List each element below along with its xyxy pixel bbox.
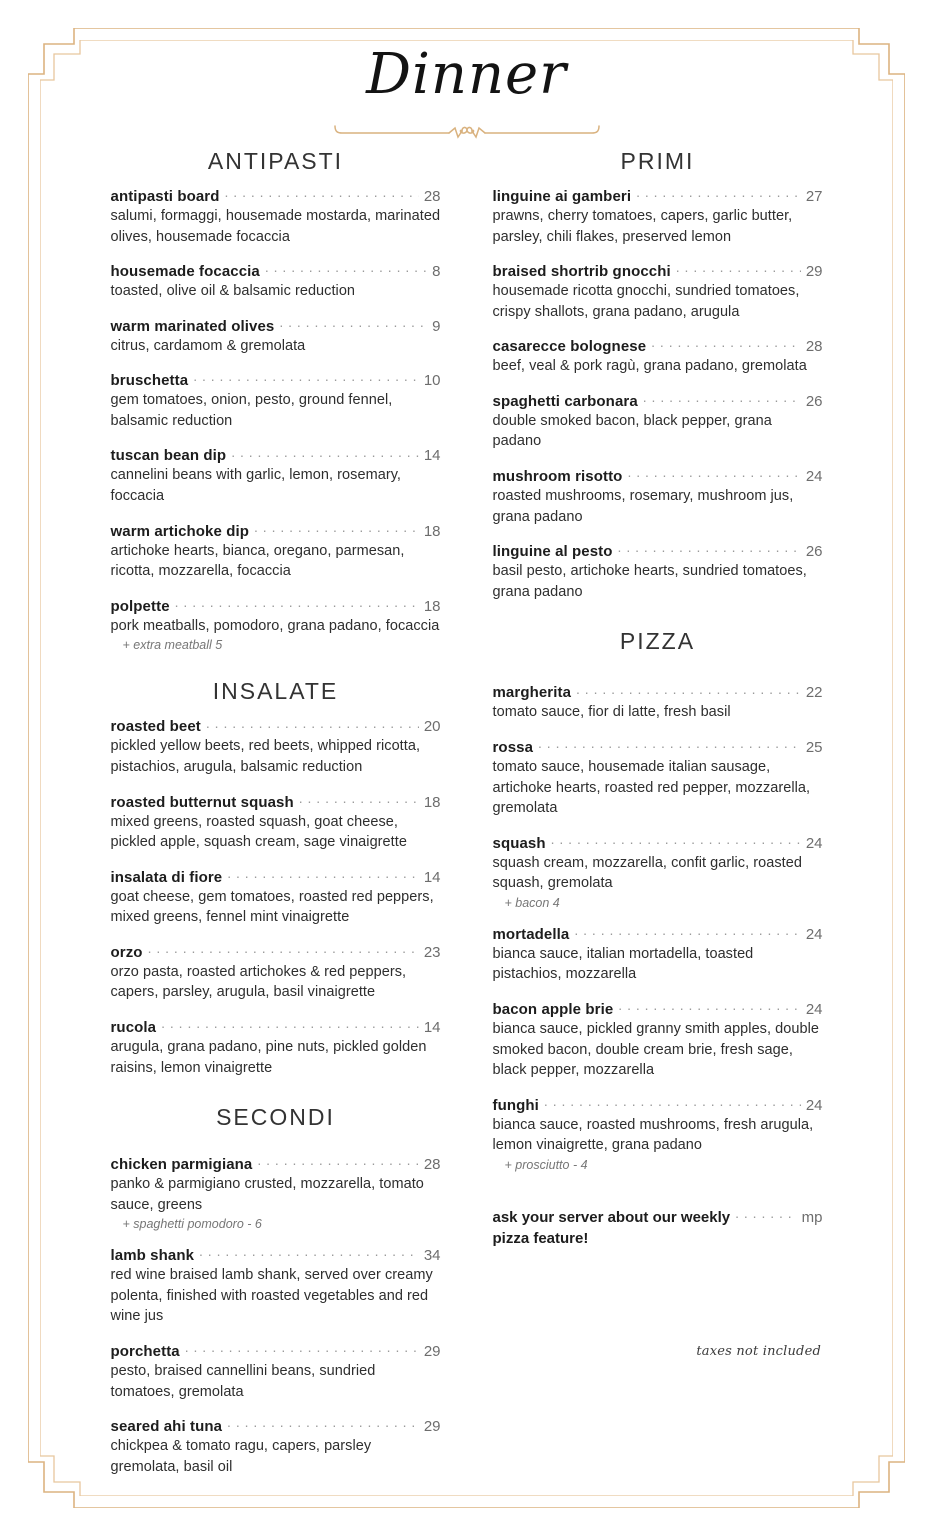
menu-item-head: [111, 520, 441, 540]
menu-item-name: mushroom risotto: [492, 468, 623, 486]
menu-item-description: citrus, cardamom & gremolata: [110, 337, 306, 354]
dot-leader: [618, 998, 801, 1014]
menu-item-price: 26: [805, 543, 823, 561]
menu-item-head: [111, 866, 441, 886]
menu-item-head: [111, 1415, 441, 1435]
weekly-feature-price: mp: [801, 1208, 823, 1226]
menu-item-head: [111, 941, 441, 961]
menu-item-price: 14: [423, 447, 441, 465]
menu-item-price: 18: [423, 522, 441, 540]
menu-item-price: 28: [423, 188, 441, 205]
dot-leader: [161, 1016, 419, 1032]
menu-item[interactable]: [111, 185, 441, 247]
menu-item-description: prawns, cherry tomatoes, capers, garlic butter, parsley, chili flakes, preserved lemon: [492, 208, 793, 245]
menu-item-head: [493, 465, 823, 485]
dot-leader: [254, 520, 419, 536]
menu-column-right: [493, 148, 823, 1490]
menu-item-head: [111, 715, 441, 735]
menu-item[interactable]: [493, 832, 823, 910]
menu-item-price: 28: [423, 1156, 441, 1174]
menu-item-price: 14: [423, 1018, 441, 1036]
menu-item-name: funghi: [492, 1096, 539, 1114]
dot-leader: [574, 923, 800, 939]
menu-item-price: 24: [805, 925, 823, 943]
menu-item-description: double smoked bacon, black pepper, grana padano: [492, 412, 772, 450]
menu-item-description: toasted, olive oil & balsamic reduction: [110, 283, 356, 300]
menu-item-head: [111, 315, 441, 335]
menu-item-price: 10: [423, 372, 441, 390]
menu-item[interactable]: [493, 335, 823, 377]
menu-item[interactable]: [111, 1244, 441, 1327]
menu-item[interactable]: [493, 465, 823, 527]
menu-column-left: [111, 148, 441, 1490]
menu-item-description: chickpea & tomato ragu, capers, parsley gremolata, basil oil: [110, 1438, 372, 1475]
menu-item[interactable]: [111, 941, 441, 1003]
menu-item[interactable]: [111, 520, 441, 582]
dot-leader: [618, 540, 801, 556]
menu-item-price: 24: [805, 1000, 823, 1018]
menu-item-description: pork meatballs, pomodoro, grana padano, focaccia: [110, 617, 440, 634]
menu-item[interactable]: [493, 540, 823, 602]
menu-item-price: 14: [423, 868, 441, 886]
menu-item[interactable]: [111, 1016, 441, 1078]
menu-item-description: gem tomatoes, onion, pesto, ground fennel, balsamic reduction: [110, 392, 393, 429]
menu-item-head: [493, 185, 823, 205]
menu-item-name: braised shortrib gnocchi: [492, 263, 671, 281]
menu-item[interactable]: [493, 185, 823, 247]
menu-item-description: bianca sauce, italian mortadella, toasted pistachios, mozzarella: [492, 945, 754, 983]
dot-leader: [627, 465, 800, 481]
menu-item[interactable]: [111, 260, 441, 302]
taxes-note: taxes not included: [696, 1344, 821, 1359]
menu-item-price: 29: [423, 1343, 441, 1361]
menu-item-head: [493, 998, 823, 1018]
menu-item-price: 29: [423, 1418, 441, 1436]
menu-item-description: bianca sauce, pickled granny smith apples, double smoked bacon, double cream brie, fresh sage, black pepper, mozzarella: [492, 1020, 819, 1079]
menu-item-price: 9: [432, 317, 441, 335]
section-insalate: [111, 678, 441, 1078]
menu-item[interactable]: [111, 444, 441, 506]
dot-leader: [225, 185, 419, 201]
menu-item-head: [111, 595, 441, 615]
menu-item-description: goat cheese, gem tomatoes, roasted red peppers, mixed greens, fennel mint vinaigrette: [110, 888, 434, 926]
menu-item-name: chicken parmigiana: [110, 1156, 253, 1174]
dot-leader: [206, 715, 419, 731]
dot-leader: [299, 791, 419, 807]
section-title-antipasti: ANTIPASTI: [207, 148, 344, 174]
dot-leader: [676, 260, 801, 276]
menu-item-name: bruschetta: [110, 372, 189, 390]
menu-item-head: [111, 1016, 441, 1036]
page-title: Dinner: [366, 42, 567, 107]
menu-item-head: [111, 1340, 441, 1360]
menu-item-price: 8: [432, 263, 441, 281]
flourish-divider-icon: [331, 120, 603, 144]
menu-item-name: bacon apple brie: [492, 1000, 614, 1018]
dot-leader: [279, 315, 427, 331]
menu-item-name: seared ahi tuna: [110, 1418, 223, 1436]
menu-item-head: [111, 1153, 441, 1173]
ornament-divider: [0, 119, 933, 145]
menu-header: [0, 42, 933, 145]
menu-item-head: [493, 681, 823, 701]
dot-leader: [265, 260, 427, 276]
dot-leader: [231, 444, 419, 460]
menu-item-head: [493, 923, 823, 943]
menu-item-head: [111, 444, 441, 464]
menu-item[interactable]: [111, 1340, 441, 1402]
menu-item-name: antipasti board: [110, 188, 220, 205]
menu-item-description: squash cream, mozzarella, confit garlic, roasted squash, gremolata: [492, 854, 802, 892]
dot-leader: [651, 335, 801, 351]
menu-item-name: polpette: [110, 597, 170, 615]
menu-item-description: arugula, grana padano, pine nuts, pickled golden raisins, lemon vinaigrette: [110, 1038, 427, 1076]
menu-item-description: pesto, braised cannellini beans, sundried tomatoes, gremolata: [110, 1363, 376, 1400]
menu-item[interactable]: [493, 736, 823, 819]
menu-item-description: beef, veal & pork ragù, grana padano, gremolata: [492, 358, 807, 375]
menu-item[interactable]: [493, 260, 823, 322]
menu-item-description: artichoke hearts, bianca, oregano, parmesan, ricotta, mozzarella, focaccia: [110, 542, 405, 580]
menu-item[interactable]: [111, 315, 441, 357]
dot-leader: [735, 1206, 797, 1222]
menu-item-name: spaghetti carbonara: [492, 392, 638, 410]
menu-item-description: pickled yellow beets, red beets, whipped ricotta, pistachios, arugula, balsamic reduction: [110, 738, 421, 775]
menu-item-description: red wine braised lamb shank, served over creamy polenta, finished with roasted vegetables and red wine jus: [110, 1267, 433, 1325]
menu-item-name: linguine ai gamberi: [492, 188, 632, 205]
section-title-secondi: SECONDI: [216, 1104, 335, 1131]
menu-item-description: panko & parmigiano crusted, mozzarella, tomato sauce, greens: [110, 1176, 424, 1213]
section-title-insalate: INSALATE: [212, 678, 339, 705]
weekly-pizza-feature[interactable]: [493, 1206, 823, 1249]
dot-leader: [538, 736, 801, 752]
menu-item-name: porchetta: [110, 1343, 180, 1361]
section-antipasti: [111, 148, 441, 652]
menu-item-price: 18: [423, 793, 441, 811]
menu-item[interactable]: [111, 595, 441, 653]
menu-item-description: tomato sauce, housemade italian sausage, artichoke hearts, roasted red pepper, mozzarella, gremolata: [492, 758, 811, 817]
menu-item-head: [111, 1244, 441, 1264]
menu-item-description: roasted mushrooms, rosemary, mushroom jus, grana padano: [492, 488, 794, 525]
dot-leader: [193, 369, 419, 385]
menu-item[interactable]: [493, 390, 823, 452]
menu-item-name: mortadella: [492, 925, 570, 943]
menu-item-price: 25: [805, 738, 823, 756]
menu-item-head: [493, 1094, 823, 1114]
menu-item-head: [111, 369, 441, 389]
menu-item-name: tuscan bean dip: [110, 447, 227, 465]
menu-item-name: roasted butternut squash: [110, 793, 294, 811]
menu-item[interactable]: [493, 1094, 823, 1172]
menu-item-price: 34: [423, 1247, 441, 1265]
menu-item-name: lamb shank: [110, 1247, 195, 1265]
dot-leader: [199, 1244, 419, 1260]
weekly-feature-line-1: [493, 1206, 823, 1229]
menu-item-head: [493, 540, 823, 560]
weekly-feature-text: ask your server about our weekly: [492, 1208, 731, 1226]
dot-leader: [544, 1094, 801, 1110]
menu-item-price: 20: [423, 718, 441, 736]
section-title-primi: PRIMI: [620, 148, 695, 174]
menu-item[interactable]: [111, 791, 441, 853]
dot-leader: [227, 1415, 419, 1431]
menu-item-addon: + bacon 4: [504, 895, 560, 910]
section-pizza: [493, 628, 823, 1172]
menu-item[interactable]: [493, 998, 823, 1081]
menu-item[interactable]: [111, 866, 441, 928]
menu-item-addon: + prosciutto - 4: [504, 1157, 588, 1172]
menu-item[interactable]: [111, 1153, 441, 1231]
menu-item-name: casarecce bolognese: [492, 338, 647, 356]
menu-item-description: housemade ricotta gnocchi, sundried tomatoes, crispy shallots, grana padano, arugula: [492, 283, 800, 320]
menu-item-name: warm artichoke dip: [110, 522, 250, 540]
menu-item-head: [111, 791, 441, 811]
dot-leader: [227, 866, 419, 882]
menu-item-head: [493, 832, 823, 852]
menu-item-price: 26: [805, 392, 823, 410]
menu-item-description: bianca sauce, roasted mushrooms, fresh arugula, lemon vinaigrette, grana padano: [492, 1116, 814, 1154]
dot-leader: [175, 595, 419, 611]
menu-item-price: 29: [805, 263, 823, 281]
menu-columns: [0, 148, 933, 1490]
menu-item[interactable]: [111, 715, 441, 777]
menu-item-price: 23: [423, 943, 441, 961]
menu-item-price: 18: [423, 597, 441, 615]
menu-item-price: 24: [805, 468, 823, 486]
menu-item-head: [493, 390, 823, 410]
menu-item-head: [493, 260, 823, 280]
menu-item-price: 22: [805, 684, 823, 702]
menu-item-name: warm marinated olives: [110, 317, 275, 335]
dot-leader: [576, 681, 801, 697]
dot-leader: [257, 1153, 418, 1169]
dot-leader: [636, 185, 801, 201]
menu-item[interactable]: [493, 923, 823, 985]
dot-leader: [148, 941, 419, 957]
menu-item[interactable]: [493, 681, 823, 723]
menu-item-price: 28: [805, 338, 823, 356]
dot-leader: [185, 1340, 419, 1356]
menu-item-name: linguine al pesto: [492, 543, 613, 561]
menu-item-name: rossa: [492, 738, 534, 756]
menu-item-description: basil pesto, artichoke hearts, sundried tomatoes, grana padano: [492, 563, 807, 600]
section-title-pizza: PIZZA: [619, 628, 696, 655]
menu-item-addon: + spaghetti pomodoro - 6: [122, 1217, 262, 1232]
menu-item-description: tomato sauce, fior di latte, fresh basil: [492, 704, 731, 721]
menu-item-head: [493, 335, 823, 355]
weekly-feature-line-2: pizza feature!: [492, 1229, 589, 1247]
menu-item-description: cannelini beans with garlic, lemon, rosemary, foccacia: [110, 467, 402, 505]
menu-item-name: insalata di fiore: [110, 868, 223, 886]
menu-item-price: 24: [805, 1096, 823, 1114]
section-secondi: [111, 1104, 441, 1477]
menu-item-head: [493, 736, 823, 756]
menu-item-head: [111, 185, 441, 205]
menu-item-name: squash: [492, 834, 546, 852]
menu-item-head: [111, 260, 441, 280]
menu-item-price: 24: [805, 834, 823, 852]
menu-item-description: orzo pasta, roasted artichokes & red peppers, capers, parsley, arugula, basil vinaigrette: [110, 963, 407, 1001]
menu-item-name: orzo: [110, 943, 143, 961]
dot-leader: [643, 390, 801, 406]
menu-item-name: roasted beet: [110, 718, 201, 736]
menu-item-price: 27: [805, 188, 823, 205]
section-primi: [493, 148, 823, 602]
menu-item-description: mixed greens, roasted squash, goat cheese, pickled apple, squash cream, sage vinaigrette: [110, 813, 407, 851]
menu-item-name: rucola: [110, 1018, 157, 1036]
menu-item-name: margherita: [492, 684, 572, 702]
menu-item-description: salumi, formaggi, housemade mostarda, marinated olives, housemade focaccia: [110, 208, 441, 245]
menu-item[interactable]: [111, 369, 441, 431]
dot-leader: [551, 832, 801, 848]
menu-item-name: housemade focaccia: [110, 263, 260, 281]
menu-item[interactable]: [111, 1415, 441, 1477]
menu-item-addon: + extra meatball 5: [122, 638, 223, 653]
